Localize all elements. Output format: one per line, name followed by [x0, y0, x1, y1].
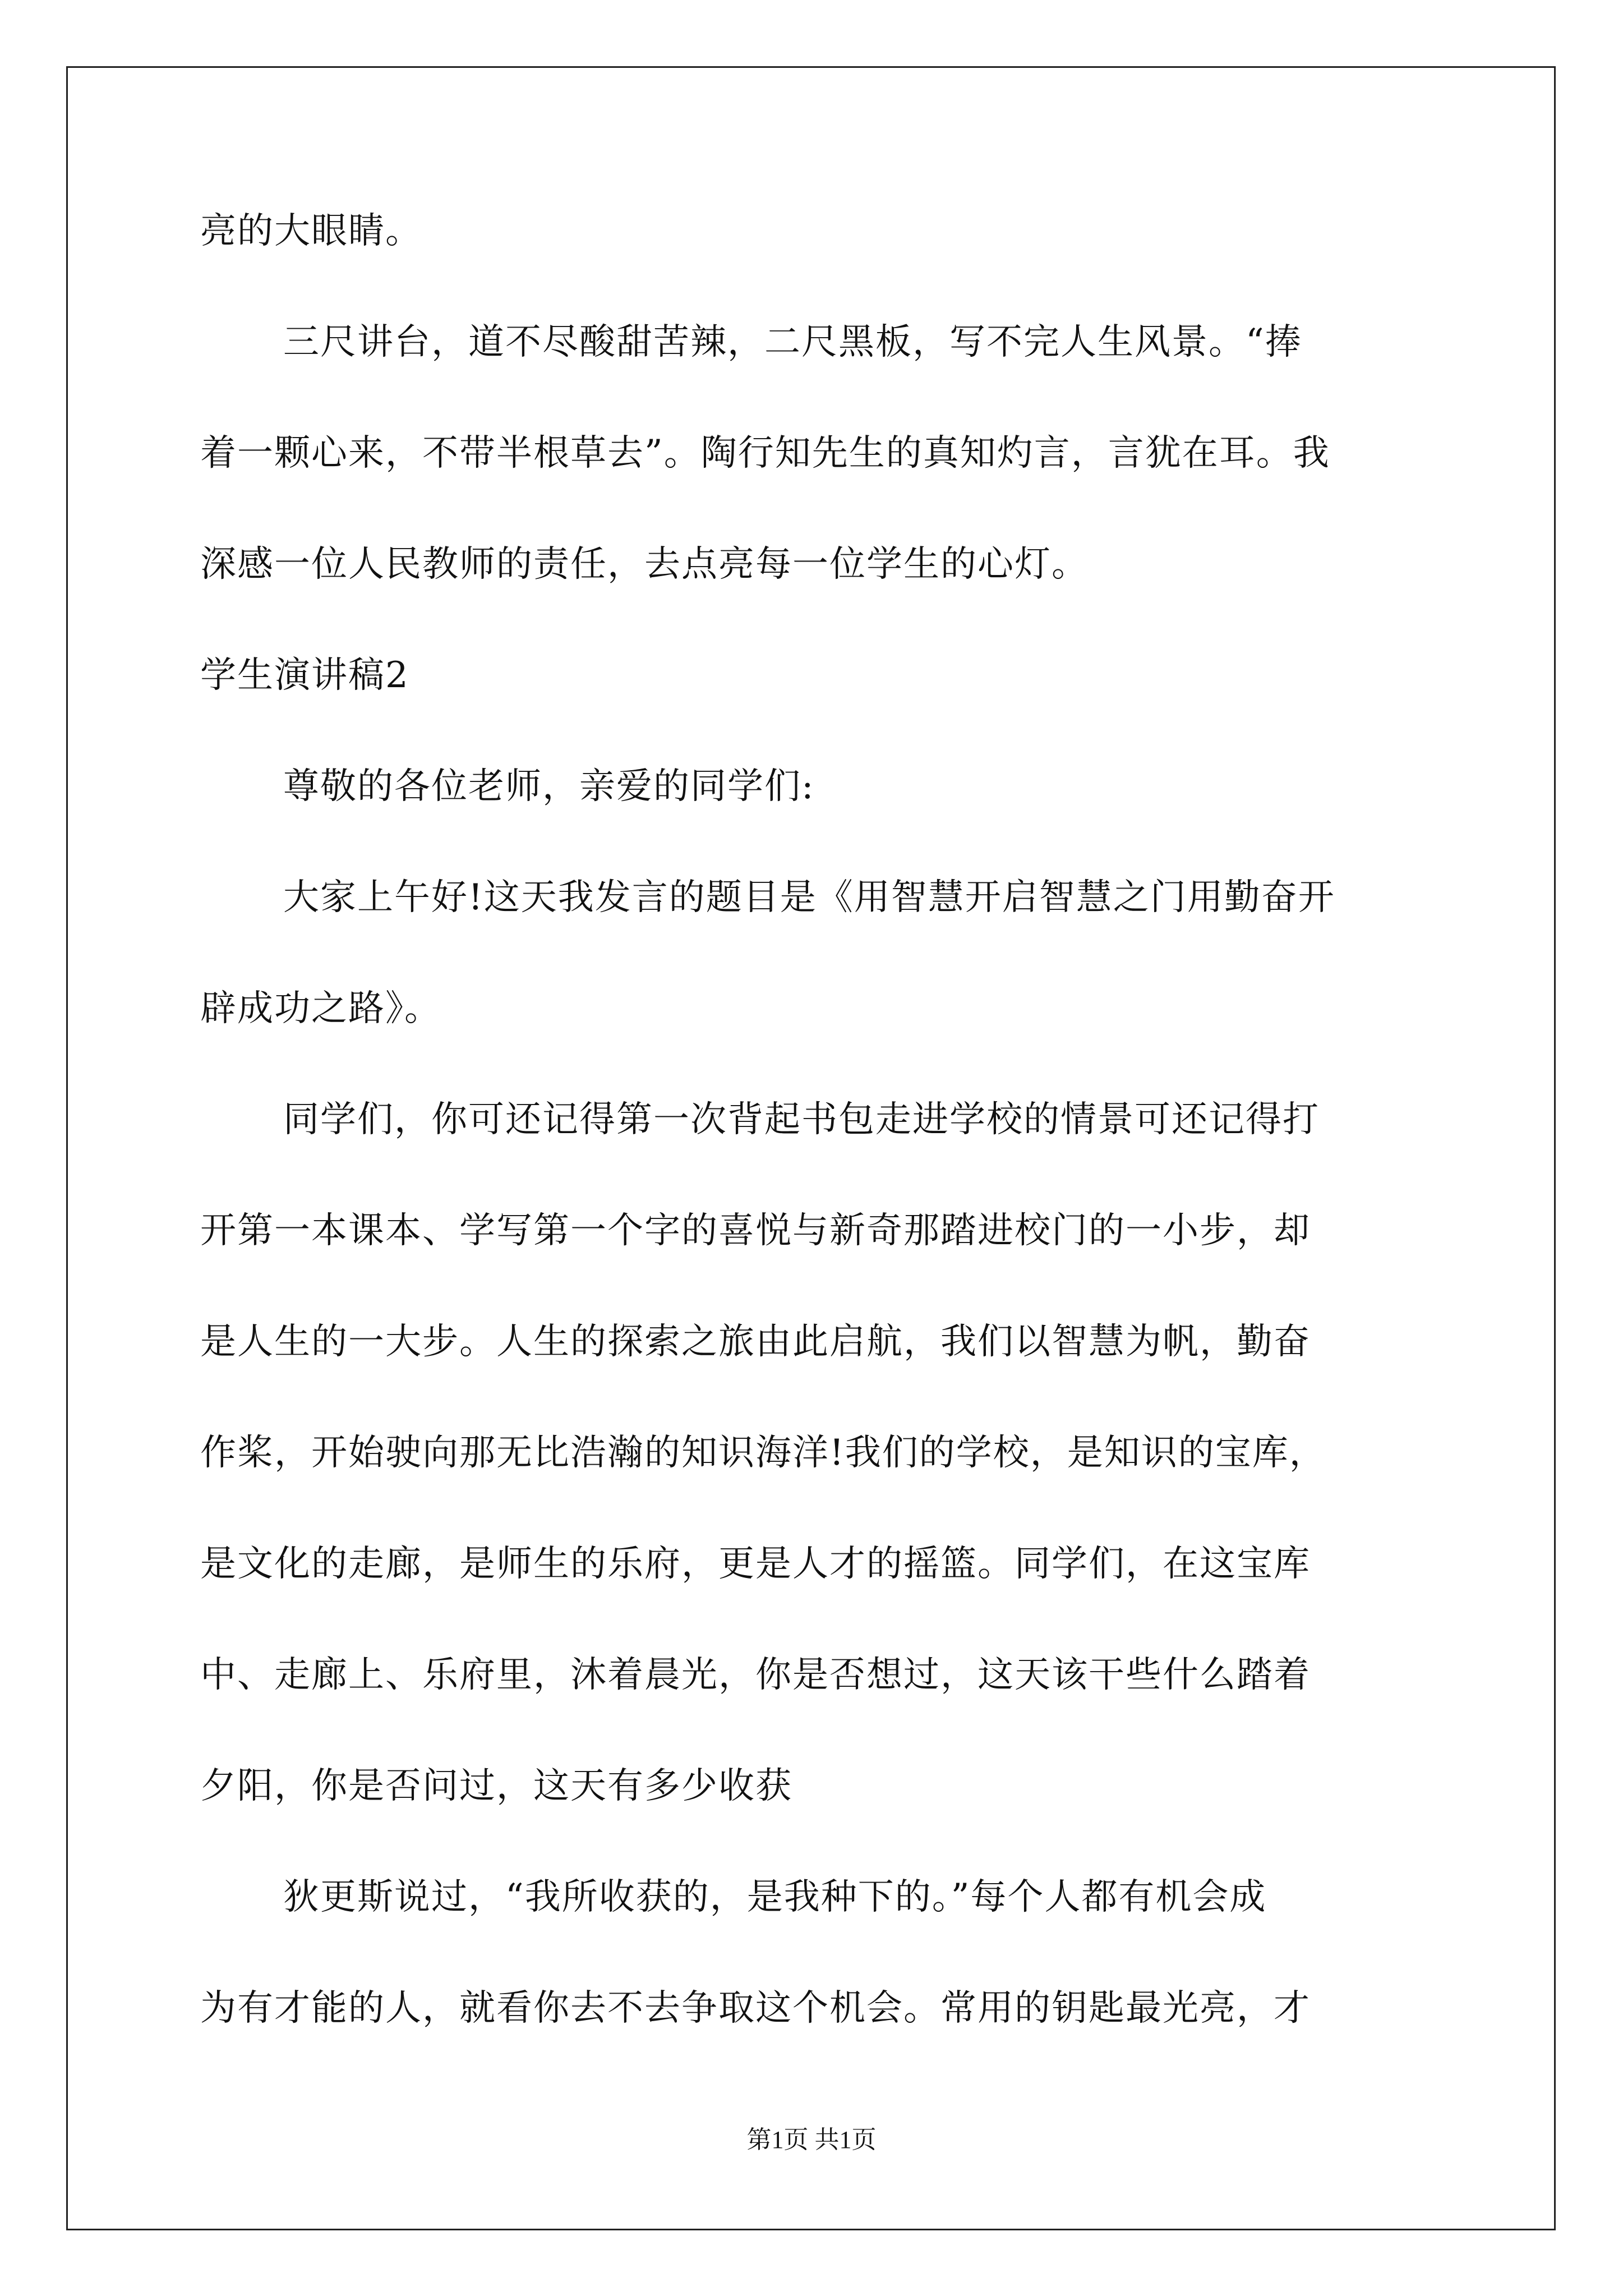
paragraph-line: 开第一本课本、学写第一个字的喜悦与新奇那踏进校门的一小步，却 — [200, 1210, 1311, 1251]
paragraph-line: 中、走廊上、乐府里，沐着晨光，你是否想过，这天该干些什么踏着 — [200, 1654, 1311, 1696]
paragraph-line: 是人生的一大步。人生的探索之旅由此启航，我们以智慧为帆，勤奋 — [200, 1321, 1311, 1363]
paragraph-line: 为有才能的人，就看你去不去争取这个机会。常用的钥匙最光亮，才 — [200, 1987, 1311, 2029]
paragraph-line: 同学们，你可还记得第一次背起书包走进学校的情景可还记得打 — [283, 1099, 1320, 1140]
paragraph-line: 着一颗心来，不带半根草去”。陶行知先生的真知灼言，言犹在耳。我 — [200, 432, 1330, 474]
paragraph-line: 三尺讲台，道不尽酸甜苦辣，二尺黑板，写不完人生风景。“捧 — [283, 321, 1302, 363]
paragraph-line: 狄更斯说过，“我所收获的，是我种下的。”每个人都有机会成 — [283, 1876, 1267, 1918]
paragraph-line: 夕阳，你是否问过，这天有多少收获 — [200, 1765, 792, 1807]
paragraph-line: 深感一位人民教师的责任，去点亮每一位学生的心灯。 — [200, 544, 1089, 585]
page-footer: 第1页 共1页 — [746, 2126, 877, 2154]
salutation-line: 尊敬的各位老师，亲爱的同学们: — [283, 766, 815, 807]
paragraph-line: 大家上午好!这天我发言的题目是《用智慧开启智慧之门用勤奋开 — [283, 877, 1335, 918]
paragraph-line: 辟成功之路》。 — [200, 988, 441, 1029]
paragraph-line: 是文化的走廊，是师生的乐府，更是人才的摇篮。同学们，在这宝库 — [200, 1543, 1311, 1585]
section-heading: 学生演讲稿2 — [200, 655, 409, 696]
paragraph-line: 亮的大眼睛。 — [200, 210, 422, 252]
paragraph-line: 作桨，开始驶向那无比浩瀚的知识海洋!我们的学校，是知识的宝库， — [200, 1432, 1326, 1474]
